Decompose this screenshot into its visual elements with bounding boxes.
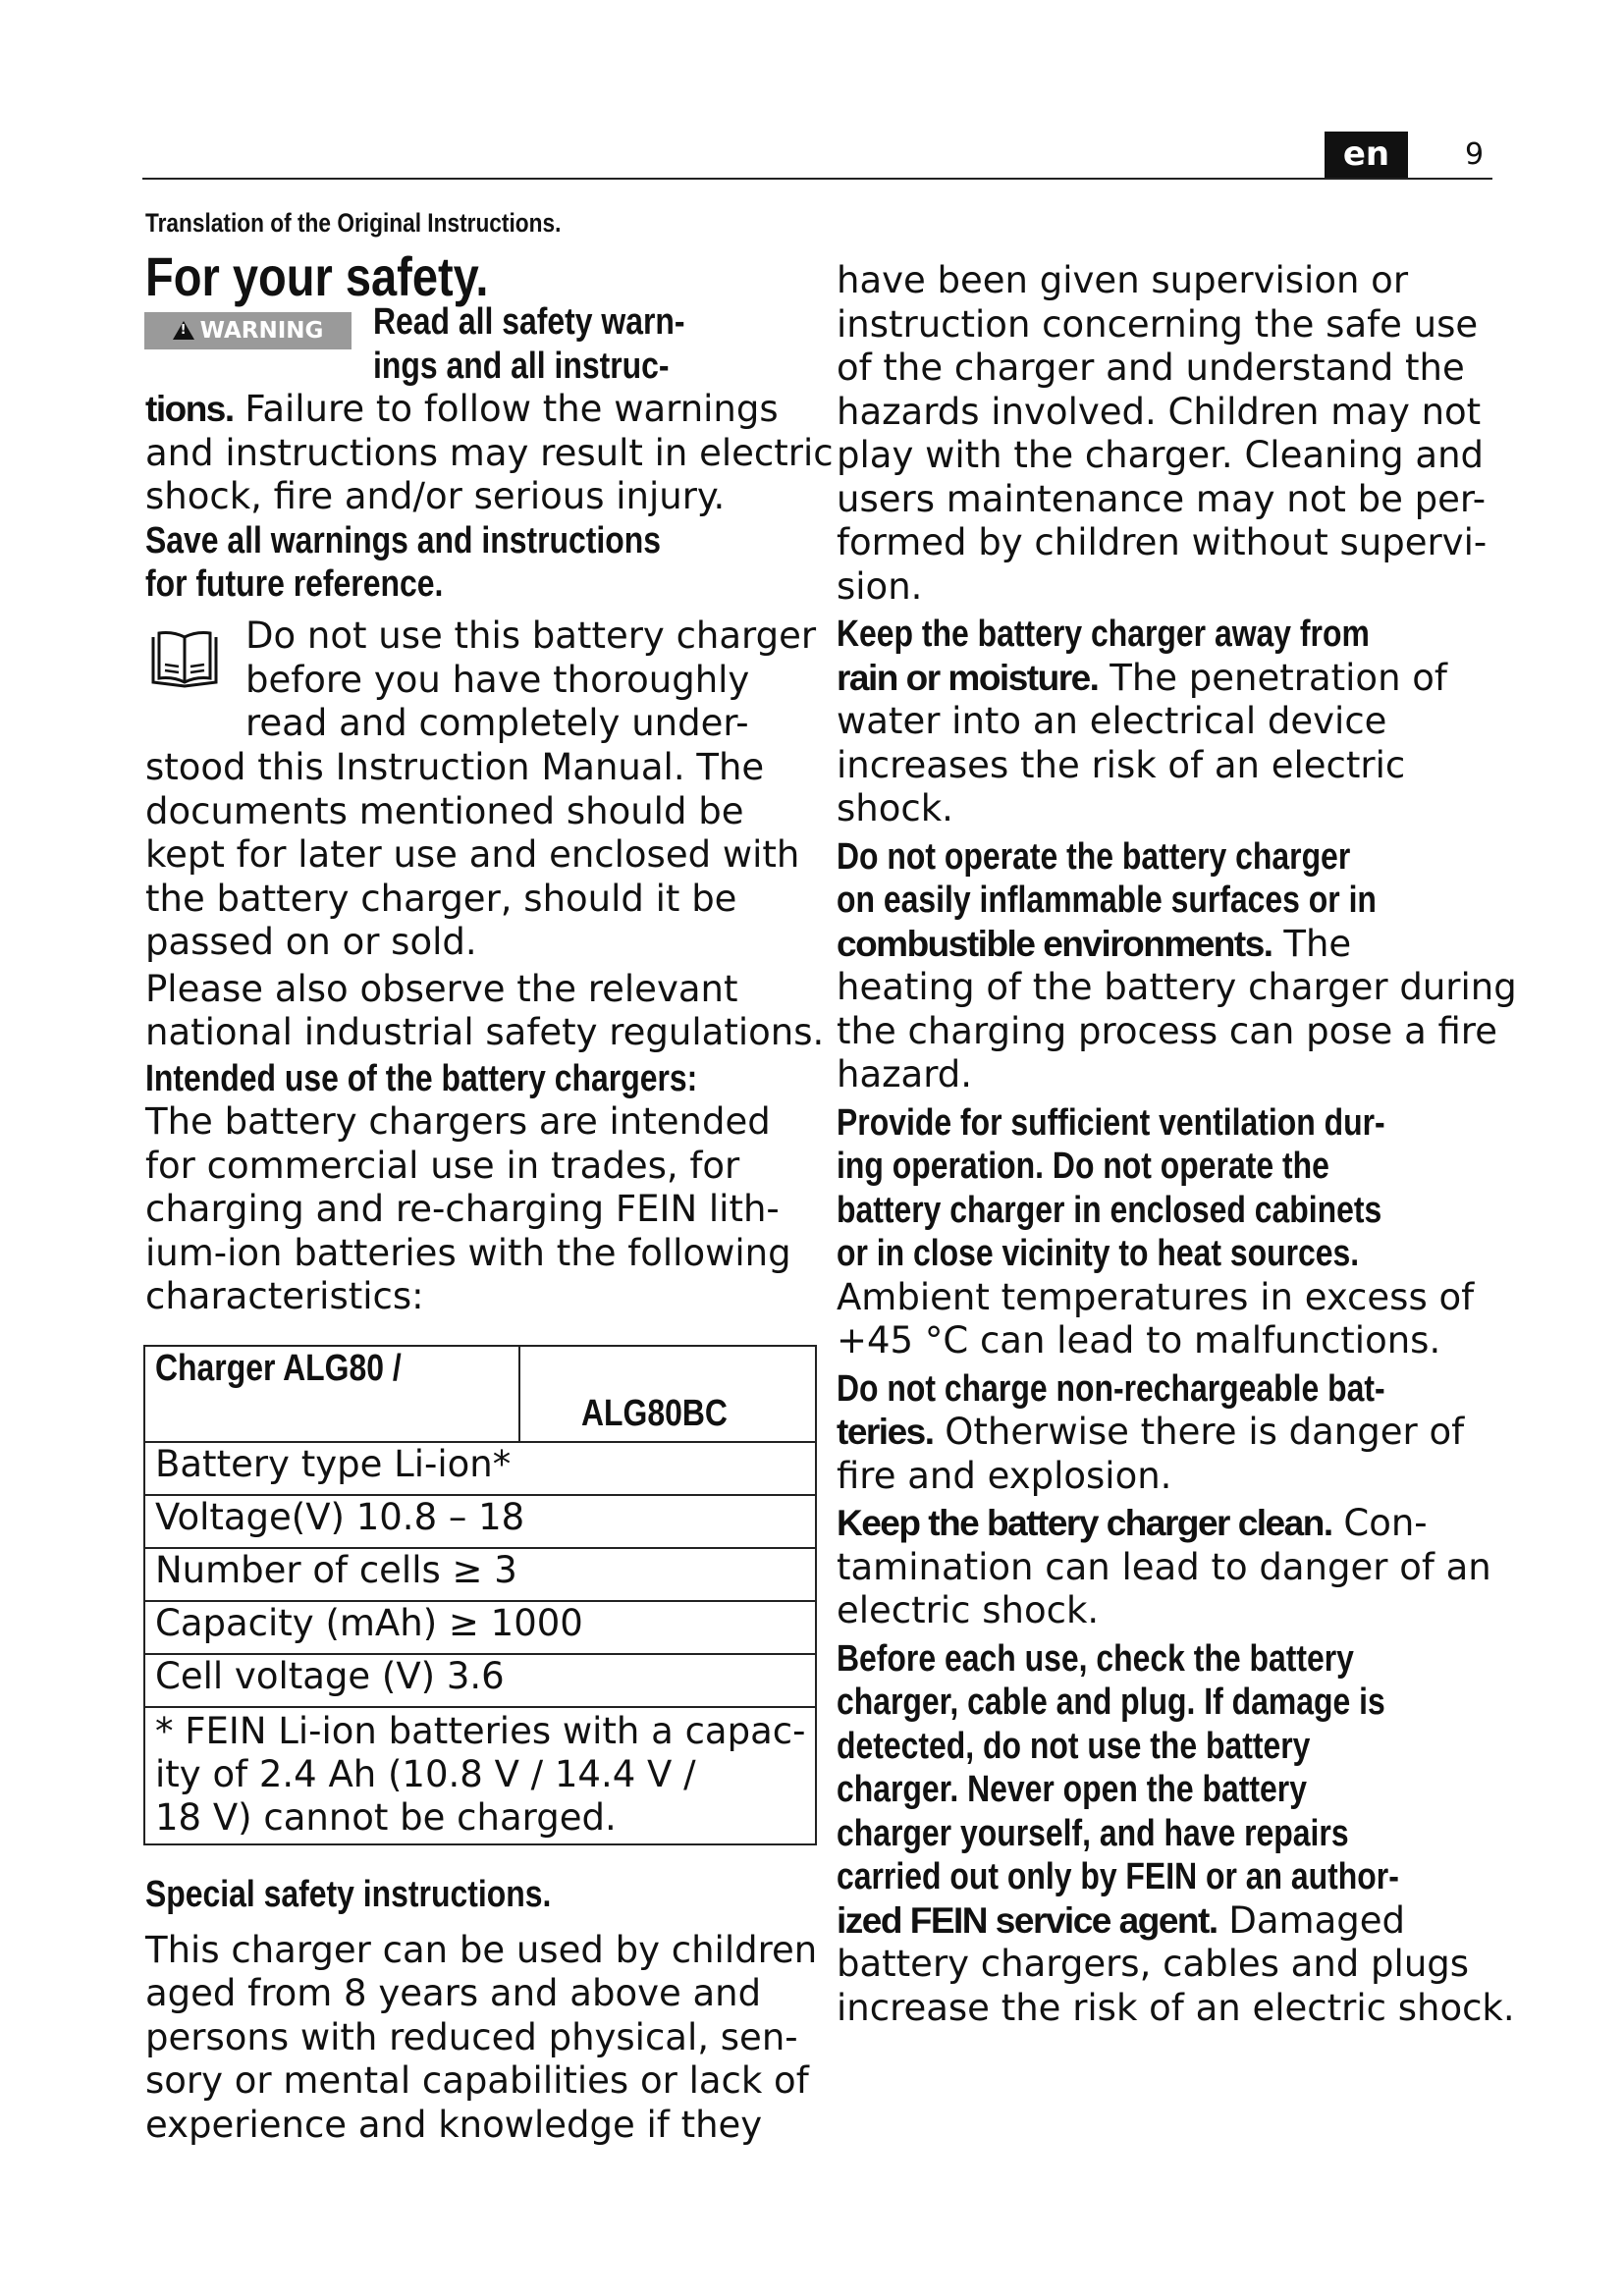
intended-text: characteristics: — [145, 1275, 424, 1317]
manual-text: the battery charger, should it be — [145, 877, 737, 920]
ventilation-text: +45 °C can lead to malfunctions. — [837, 1319, 1441, 1362]
warning-lead-line-2: ings and all instruc- — [373, 345, 670, 387]
header-rule — [142, 178, 1492, 180]
warning-label: WARNING — [199, 318, 324, 344]
non-rechargeable-heading: teries. — [837, 1412, 934, 1452]
table-cell: Cell voltage (V) 3.6 — [144, 1654, 816, 1707]
inspection-heading: charger yourself, and have repairs — [837, 1812, 1349, 1854]
table-header-model: ALG80BC — [580, 1393, 728, 1434]
warning-text: shock, fire and/or serious injury. — [145, 475, 726, 517]
charger-spec-table — [143, 1345, 817, 1845]
manual-notice-indented — [245, 614, 817, 746]
continuation-text: have been given supervision or — [837, 259, 1409, 301]
table-header-label: Charger ALG80 / — [155, 1348, 402, 1389]
save-instructions-heading: Save all warnings and instructions — [145, 519, 662, 561]
non-rechargeable-text: fire and explosion. — [837, 1454, 1172, 1497]
inspection-text: Damaged — [1217, 1898, 1405, 1942]
ventilation-heading: or in close vicinity to heat sources. — [837, 1233, 1360, 1274]
table-row — [144, 1442, 816, 1495]
keep-clean-text: Con- — [1331, 1502, 1428, 1544]
keep-clean-text: electric shock. — [837, 1589, 1100, 1631]
table-row — [144, 1654, 816, 1707]
flammable-heading: Do not operate the battery charger — [837, 835, 1351, 878]
language-badge: en — [1325, 132, 1408, 178]
continuation-text: instruction concerning the safe use — [837, 302, 1479, 346]
read-manual-book-icon — [145, 625, 224, 694]
non-rechargeable-line — [837, 1411, 1494, 1455]
continuation-text: formed by children without supervi- — [837, 521, 1488, 563]
flammable-text: The — [1272, 922, 1352, 965]
rain-moisture-heading: rain or moisture. — [837, 657, 1099, 698]
non-rechargeable-text: Otherwise there is danger of — [933, 1411, 1465, 1453]
warning-text: Failure to follow the warnings — [233, 388, 779, 430]
inspection-heading: charger, cable and plug. If damage is — [837, 1682, 1385, 1723]
special-text: aged from 8 years and above and — [145, 1972, 762, 2014]
left-column — [373, 300, 805, 388]
translation-note: Translation of the Original Instructions. — [145, 208, 562, 238]
manual-text: before you have thoroughly — [245, 658, 750, 701]
inspection-line — [837, 1899, 1494, 1944]
intended-text: The battery chargers are intended — [145, 1100, 771, 1143]
table-cell: Voltage(V) 10.8 – 18 — [144, 1495, 816, 1548]
special-safety-section — [145, 1873, 818, 2147]
rain-moisture-text: shock. — [837, 787, 953, 829]
page-number: 9 — [1465, 137, 1485, 172]
warning-text: and instructions may result in electric — [145, 431, 834, 474]
warning-badge — [144, 312, 352, 349]
inspection-heading: Before each use, check the battery — [837, 1637, 1354, 1680]
ventilation-text: Ambient temperatures in excess of — [837, 1275, 1475, 1318]
inspection-heading: charger. Never open the battery — [837, 1769, 1307, 1810]
intended-text: ium-ion batteries with the following — [145, 1231, 791, 1274]
observe-text: national industrial safety regulations. — [145, 1011, 825, 1053]
save-instructions-heading: for future reference. — [145, 563, 444, 605]
footnote-text: * FEIN Li-ion batteries with a capac- — [155, 1710, 806, 1752]
continuation-text: sion. — [837, 564, 923, 608]
continuation-text: hazards involved. Children may not — [837, 390, 1482, 433]
table-cell: Capacity (mAh) ≥ 1000 — [144, 1601, 816, 1654]
special-text: This charger can be used by children — [145, 1928, 818, 1971]
manual-text: passed on or sold. — [145, 921, 477, 963]
special-text: sory or mental capabilities or lack of — [145, 2059, 809, 2102]
manual-text: stood this Instruction Manual. The — [145, 746, 765, 788]
non-rechargeable-heading: Do not charge non-rechargeable bat- — [837, 1367, 1385, 1410]
inspection-heading: ized FEIN service agent. — [837, 1899, 1218, 1941]
right-column — [837, 259, 1517, 2030]
footnote-text: 18 V) cannot be charged. — [155, 1796, 617, 1839]
table-cell: Number of cells ≥ 3 — [144, 1548, 816, 1601]
intended-text: charging and re-charging FEIN lith- — [145, 1188, 780, 1230]
table-header-row — [144, 1346, 816, 1442]
rain-moisture-text: increases the risk of an electric — [837, 743, 1406, 786]
intended-text: for commercial use in trades, for — [145, 1144, 740, 1187]
special-text: experience and knowledge if they — [145, 2103, 763, 2146]
flammable-text: hazard. — [837, 1053, 973, 1095]
special-text: persons with reduced physical, sen- — [145, 2015, 798, 2058]
page-title: For your safety. — [145, 245, 489, 307]
flammable-text: heating of the battery charger during — [837, 966, 1517, 1008]
continuation-text: users maintenance may not be per- — [837, 477, 1487, 520]
rain-moisture-text: water into an electrical device — [837, 700, 1387, 742]
table-row — [144, 1548, 816, 1601]
footnote-text: ity of 2.4 Ah (10.8 V / 14.4 V / — [155, 1753, 696, 1795]
clean-line — [837, 1502, 1494, 1546]
flammable-heading: combustible environments. — [837, 923, 1272, 964]
manual-text: read and completely under- — [245, 702, 749, 744]
warning-lead-line-1: Read all safety warn- — [373, 301, 685, 343]
table-row — [144, 1601, 816, 1654]
inspection-text: increase the risk of an electric shock. — [837, 1986, 1515, 2029]
flammable-line — [837, 923, 1494, 967]
inspection-text: battery chargers, cables and plugs — [837, 1943, 1470, 1985]
table-footnote-row — [144, 1707, 816, 1844]
warning-lead-line-3: tions. — [145, 389, 234, 429]
warning-line — [145, 388, 803, 432]
rain-moisture-line — [837, 657, 1494, 701]
ventilation-heading: Provide for sufficient ventilation dur- — [837, 1101, 1385, 1144]
manual-notice-body — [145, 746, 825, 1319]
intended-use-heading: Intended use of the battery chargers: — [145, 1057, 698, 1099]
table-header-label-cell — [144, 1346, 519, 1442]
warning-triangle-icon — [173, 321, 194, 340]
left-column-body — [145, 388, 834, 607]
table-cell: Battery type Li-ion* — [144, 1442, 816, 1495]
flammable-text: the charging process can pose a fire — [837, 1009, 1497, 1052]
manual-text: kept for later use and enclosed with — [145, 833, 800, 876]
rain-moisture-text: The penetration of — [1098, 656, 1447, 699]
inspection-heading: carried out only by FEIN or an author- — [837, 1856, 1399, 1897]
flammable-heading: on easily inflammable surfaces or in — [837, 880, 1377, 921]
special-safety-heading: Special safety instructions. — [145, 1874, 552, 1915]
table-row — [144, 1495, 816, 1548]
continuation-text: play with the charger. Cleaning and — [837, 434, 1485, 476]
table-footnote — [144, 1707, 816, 1844]
rain-moisture-heading: Keep the battery charger away from — [837, 614, 1370, 655]
observe-text: Please also observe the relevant — [145, 967, 738, 1010]
table-header-model-cell — [519, 1346, 816, 1442]
manual-text: documents mentioned should be — [145, 789, 744, 832]
ventilation-heading: ing operation. Do not operate the — [837, 1146, 1329, 1187]
keep-clean-heading: Keep the battery charger clean. — [837, 1503, 1332, 1543]
inspection-heading: detected, do not use the battery — [837, 1725, 1311, 1767]
ventilation-heading: battery charger in enclosed cabinets — [837, 1189, 1382, 1231]
continuation-text: of the charger and understand the — [837, 347, 1465, 389]
manual-text: Do not use this battery charger — [245, 614, 817, 657]
keep-clean-text: tamination can lead to danger of an — [837, 1545, 1491, 1588]
